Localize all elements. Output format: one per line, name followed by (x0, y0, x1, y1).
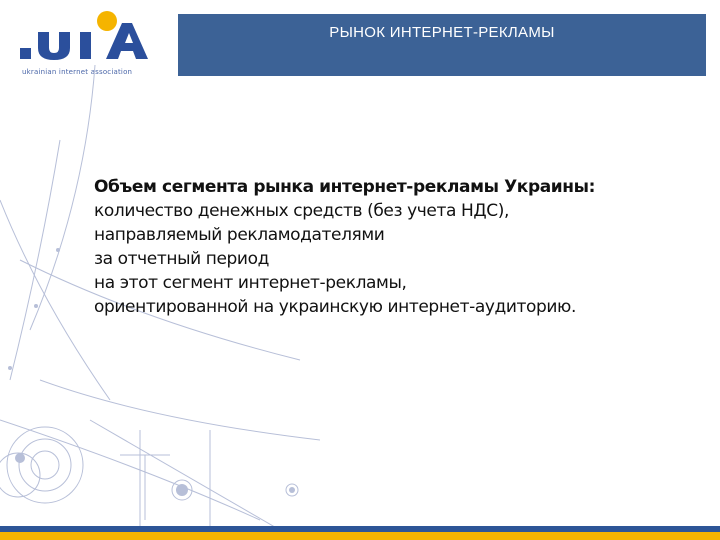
logo-tagline: ukrainian internet association (22, 68, 133, 76)
definition-line: направляемый рекламодателями (94, 225, 385, 245)
definition-line: за отчетный период (94, 249, 269, 269)
definition-heading: Объем сегмента рынка интернет-рекламы Украины: (94, 177, 596, 197)
definition-line: количество денежных средств (без учета НДС), (94, 201, 509, 221)
footer-stripe (0, 526, 720, 540)
definition-line: ориентированной на украинскую интернет-аудиторию. (94, 297, 576, 317)
footer-stripe-gold (0, 532, 720, 540)
definition-line: на этот сегмент интернет-рекламы, (94, 273, 407, 293)
page-title: РЫНОК ИНТЕРНЕТ-РЕКЛАМЫ (178, 14, 706, 76)
uia-logo-mark (18, 8, 166, 66)
definition-text (94, 175, 694, 319)
